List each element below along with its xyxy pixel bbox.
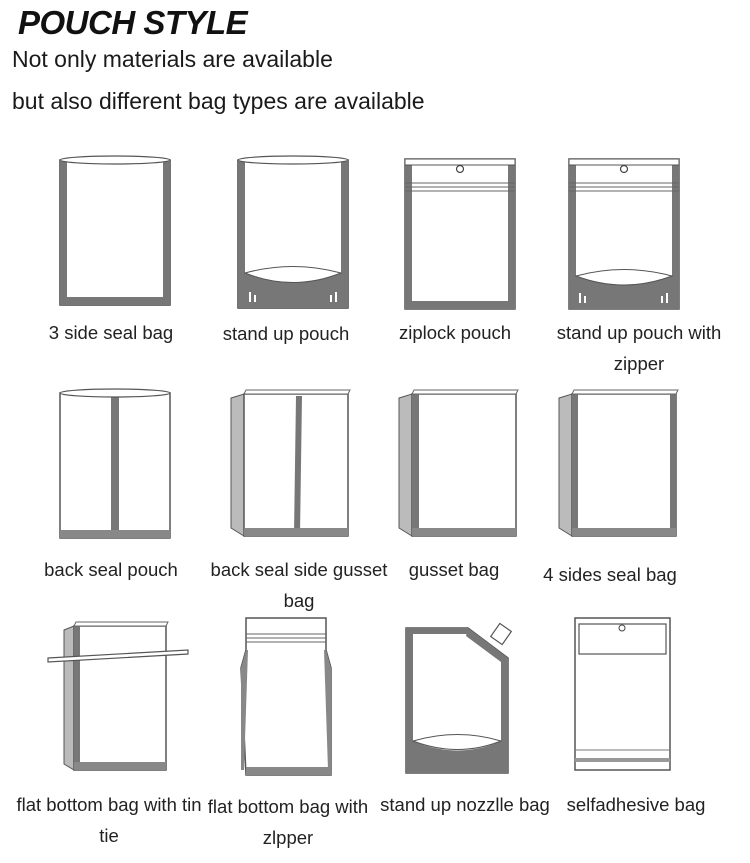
flat-bottom-bag-with-zipper-icon bbox=[236, 610, 336, 782]
bag-label: stand up pouch bbox=[222, 323, 350, 344]
ziplock-pouch-icon bbox=[398, 155, 523, 315]
subtitle-line-1: Not only materials are available bbox=[12, 46, 333, 72]
bag-label: back seal pouch bbox=[44, 559, 178, 580]
bag-label: 4 sides seal bag bbox=[543, 564, 677, 585]
flat-bottom-bag-with-tin-tie-icon bbox=[44, 618, 194, 778]
bag-label: ziplock pouch bbox=[398, 322, 512, 343]
bag-label: flat bottom bag with zlpper bbox=[207, 796, 369, 848]
bag-label: back seal side gusset bag bbox=[210, 559, 388, 611]
bag-label: gusset bag bbox=[408, 559, 500, 580]
stand-up-pouch-with-zipper-icon bbox=[562, 155, 687, 315]
gusset-bag-icon bbox=[394, 388, 524, 543]
four-sides-seal-bag-icon bbox=[554, 388, 684, 543]
selfadhesive-bag-icon bbox=[570, 612, 680, 777]
bag-label: stand up nozzlle bag bbox=[380, 794, 550, 815]
back-seal-side-gusset-bag-icon bbox=[226, 388, 356, 543]
bag-label: 3 side seal bag bbox=[48, 322, 174, 343]
three-side-seal-bag-icon bbox=[50, 150, 180, 310]
bag-label: flat bottom bag with tin tie bbox=[16, 794, 202, 846]
bag-label: stand up pouch with zipper bbox=[556, 322, 722, 374]
stand-up-nozzle-bag-icon bbox=[398, 618, 528, 780]
page-title: POUCH STYLE bbox=[18, 4, 248, 41]
back-seal-pouch-icon bbox=[52, 383, 182, 543]
stand-up-pouch-icon bbox=[228, 150, 358, 315]
bag-label: selfadhesive bag bbox=[566, 794, 706, 815]
subtitle-line-2: but also different bag types are available bbox=[12, 88, 425, 114]
